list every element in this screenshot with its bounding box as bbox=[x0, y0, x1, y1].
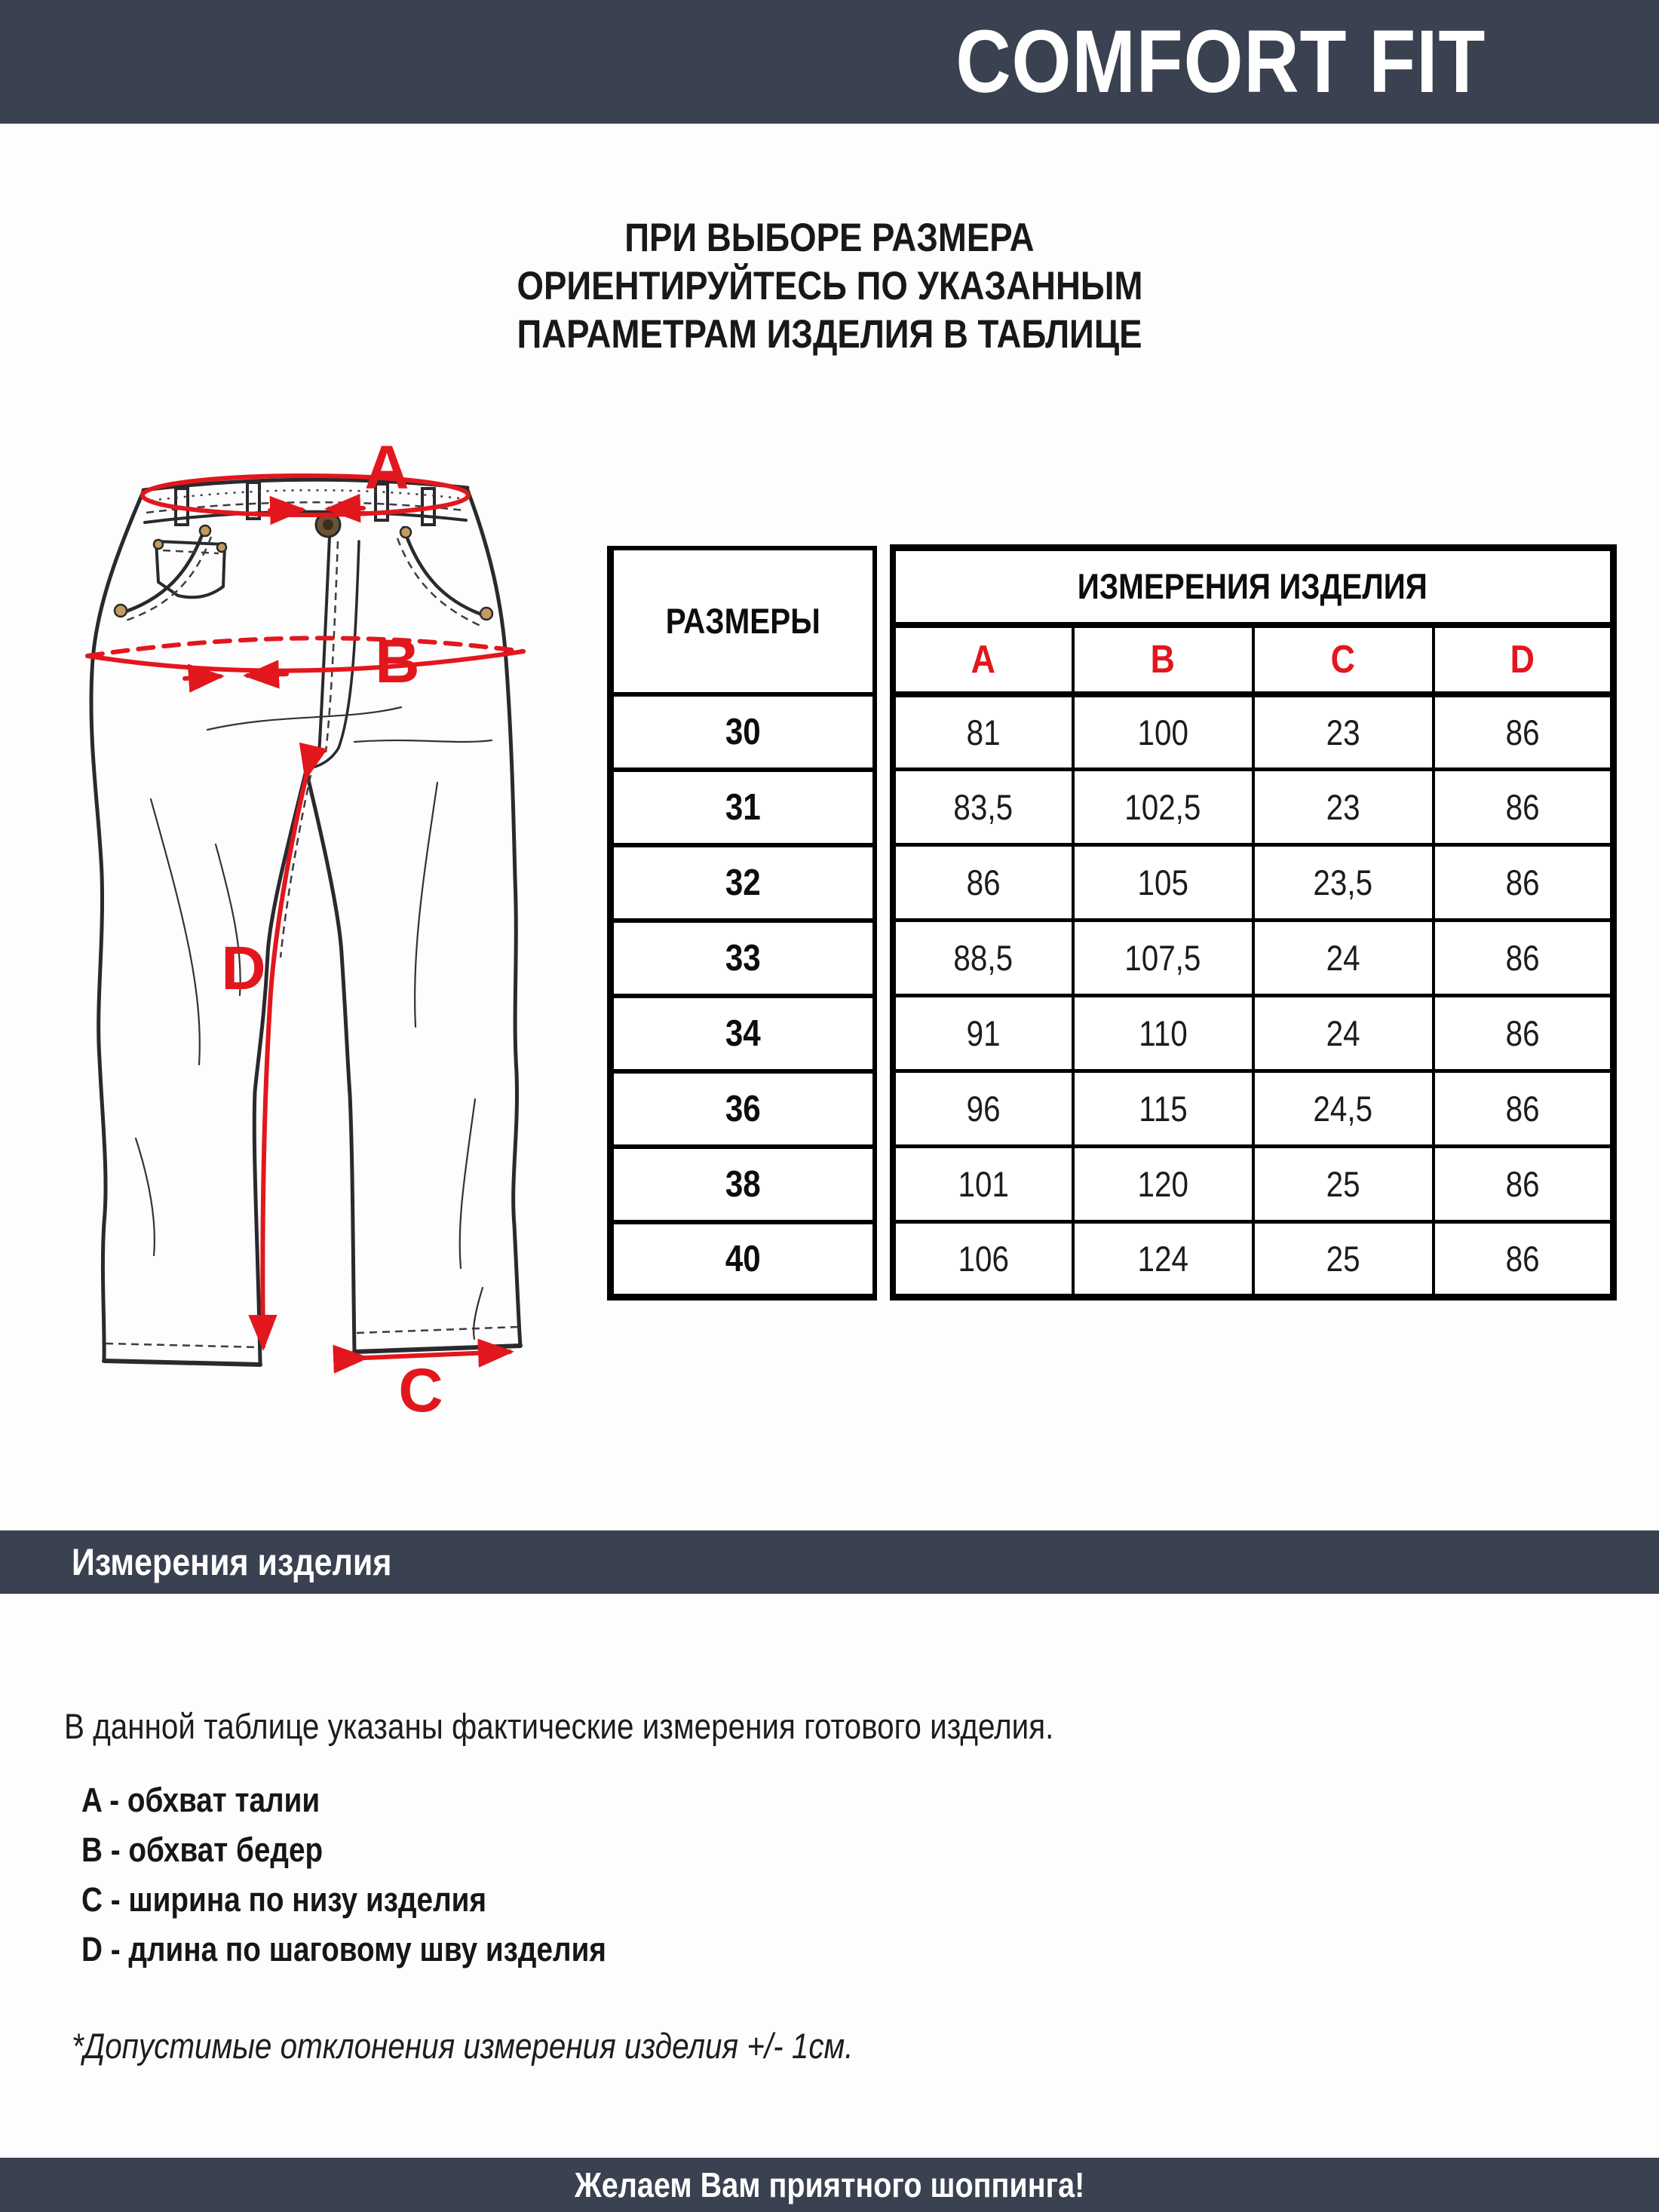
measurement-legend bbox=[81, 1775, 692, 1975]
value-cell: 124 bbox=[1073, 1222, 1253, 1297]
value-cell: 86 bbox=[1434, 1222, 1614, 1297]
section-title: Измерения изделия bbox=[72, 1541, 392, 1583]
value-cell: 24 bbox=[1253, 921, 1434, 996]
value-cell: 107,5 bbox=[1073, 921, 1253, 996]
label-d: D bbox=[221, 934, 266, 1003]
tolerance-note-text: *Допустимые отклонения измерения изделия +/- 1см. bbox=[72, 2026, 854, 2066]
table-description bbox=[64, 1705, 1215, 1747]
legend-item-d: D - длина по шаговому шву изделия bbox=[81, 1930, 606, 1968]
size-cell: 34 bbox=[611, 996, 875, 1071]
section-title-bar bbox=[0, 1530, 1659, 1594]
value-cell: 81 bbox=[893, 694, 1073, 770]
value-cell: 101 bbox=[893, 1147, 1073, 1222]
table-row bbox=[611, 1071, 1614, 1147]
tolerance-note bbox=[72, 2025, 980, 2066]
value-cell: 83,5 bbox=[893, 770, 1073, 845]
value-cell: 86 bbox=[1434, 770, 1614, 845]
table-row bbox=[611, 996, 1614, 1071]
hip-solid-line bbox=[87, 651, 523, 671]
value-cell: 86 bbox=[1434, 1071, 1614, 1147]
measure-header: ИЗМЕРЕНИЯ ИЗДЕЛИЯ bbox=[893, 548, 1614, 625]
value-cell: 120 bbox=[1073, 1147, 1253, 1222]
hip-dashed-line bbox=[87, 638, 523, 656]
value-cell: 23 bbox=[1253, 694, 1434, 770]
legend-item-b: B - обхват бедер bbox=[81, 1831, 324, 1869]
value-cell: 102,5 bbox=[1073, 770, 1253, 845]
size-column-header: РАЗМЕРЫ bbox=[611, 548, 875, 694]
value-cell: 105 bbox=[1073, 845, 1253, 921]
value-cell: 86 bbox=[1434, 694, 1614, 770]
value-cell: 24 bbox=[1253, 996, 1434, 1071]
column-header-d: D bbox=[1434, 625, 1614, 694]
label-c: C bbox=[398, 1356, 443, 1425]
value-cell: 110 bbox=[1073, 996, 1253, 1071]
legend-item-a: A - обхват талии bbox=[81, 1781, 320, 1819]
waist-ellipse bbox=[143, 476, 468, 515]
header-bar bbox=[0, 0, 1659, 124]
footer-text: Желаем Вам приятного шоппинга! bbox=[574, 2165, 1085, 2204]
size-cell: 36 bbox=[611, 1071, 875, 1147]
intro-heading bbox=[0, 214, 1659, 359]
column-header-a: A bbox=[893, 625, 1073, 694]
size-cell: 30 bbox=[611, 694, 875, 770]
value-cell: 86 bbox=[1434, 845, 1614, 921]
value-cell: 24,5 bbox=[1253, 1071, 1434, 1147]
table-row bbox=[611, 694, 1614, 770]
value-cell: 25 bbox=[1253, 1222, 1434, 1297]
legend-item-c: C - ширина по низу изделия bbox=[81, 1880, 487, 1919]
table-gap bbox=[875, 548, 893, 1297]
size-cell: 31 bbox=[611, 770, 875, 845]
jeans-hardware bbox=[115, 513, 492, 620]
size-table-grid bbox=[607, 544, 1617, 1301]
page-title: COMFORT FIT bbox=[955, 12, 1486, 112]
value-cell: 25 bbox=[1253, 1147, 1434, 1222]
intro-line: ПАРАМЕТРАМ ИЗДЕЛИЯ В ТАБЛИЦЕ bbox=[517, 312, 1142, 357]
measurement-labels bbox=[221, 434, 443, 1425]
jeans-stitching bbox=[106, 490, 519, 1347]
table-row bbox=[611, 1222, 1614, 1297]
value-cell: 96 bbox=[893, 1071, 1073, 1147]
size-cell: 40 bbox=[611, 1222, 875, 1297]
jeans-sketch bbox=[30, 422, 603, 1553]
value-cell: 106 bbox=[893, 1222, 1073, 1297]
column-header-b: B bbox=[1073, 625, 1253, 694]
value-cell: 115 bbox=[1073, 1071, 1253, 1147]
value-cell: 23 bbox=[1253, 770, 1434, 845]
intro-line: ПРИ ВЫБОРЕ РАЗМЕРА bbox=[624, 216, 1035, 260]
size-cell: 33 bbox=[611, 921, 875, 996]
column-header-c: C bbox=[1253, 625, 1434, 694]
table-row bbox=[611, 921, 1614, 996]
size-cell: 38 bbox=[611, 1147, 875, 1222]
value-cell: 23,5 bbox=[1253, 845, 1434, 921]
table-row bbox=[611, 1147, 1614, 1222]
value-cell: 88,5 bbox=[893, 921, 1073, 996]
value-cell: 86 bbox=[1434, 921, 1614, 996]
value-cell: 100 bbox=[1073, 694, 1253, 770]
table-row bbox=[611, 845, 1614, 921]
footer-bar bbox=[0, 2158, 1659, 2212]
table-row bbox=[611, 770, 1614, 845]
table-description-text: В данной таблице указаны фактические измерения готового изделия. bbox=[64, 1706, 1054, 1746]
jeans-measurement-diagram bbox=[30, 422, 603, 1553]
value-cell: 86 bbox=[1434, 1147, 1614, 1222]
label-a: A bbox=[364, 434, 409, 502]
label-b: B bbox=[375, 627, 420, 696]
value-cell: 86 bbox=[893, 845, 1073, 921]
intro-line: ОРИЕНТИРУЙТЕСЬ ПО УКАЗАННЫМ bbox=[517, 264, 1142, 308]
size-table bbox=[607, 544, 1617, 1301]
size-cell: 32 bbox=[611, 845, 875, 921]
value-cell: 86 bbox=[1434, 996, 1614, 1071]
value-cell: 91 bbox=[893, 996, 1073, 1071]
